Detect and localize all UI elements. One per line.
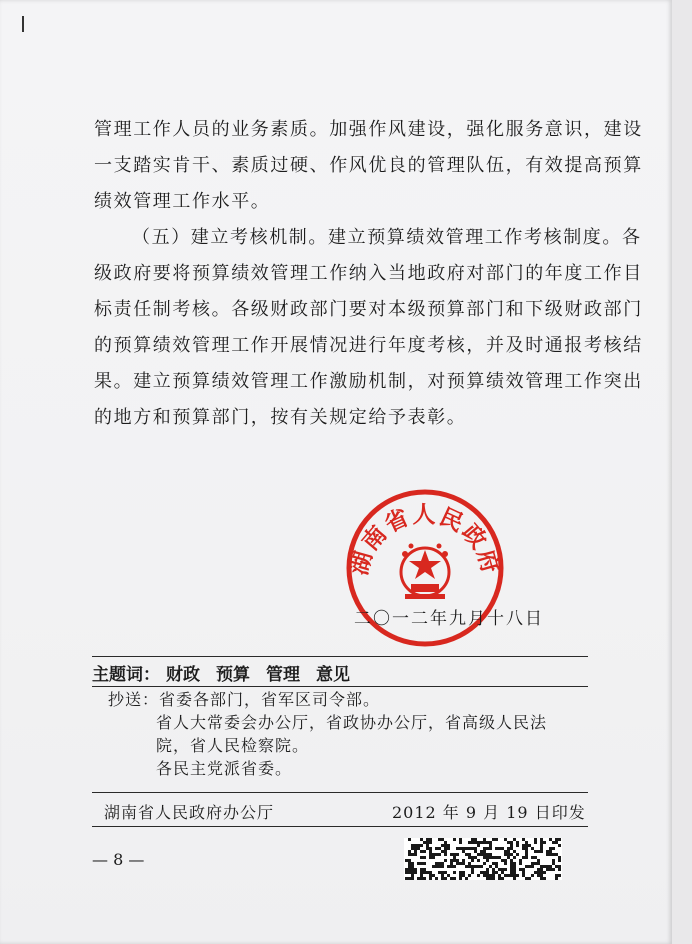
paragraph-line: 级政府要将预算绩效管理工作纳入当地政府对部门的年度工作目 (94, 263, 643, 284)
cc-line: 省人大常委会办公厅，省政协办公厅，省高级人民法 (156, 713, 548, 732)
paragraph-line: 一支踏实肯干、素质过硬、作风优良的管理队伍，有效提高预算 (94, 155, 643, 176)
issue-date: 2012 年 9 月 19 日印发 (392, 803, 586, 822)
cc-row (108, 688, 547, 711)
signing-date: 二〇一二年九月十八日 (354, 609, 544, 629)
paragraph-1 (94, 112, 643, 220)
cc-list (108, 688, 547, 780)
divider-bottom (92, 826, 588, 827)
subject-keywords (92, 660, 360, 685)
national-emblem-icon (401, 544, 449, 600)
paragraph-line: 绩效管理工作水平。 (94, 191, 271, 212)
paragraph-line: 的预算绩效管理工作开展情况进行年度考核，并及时通报考核结 (94, 335, 643, 356)
cc-line: 各民主党派省委。 (156, 759, 293, 778)
barcode-icon (404, 838, 562, 880)
divider-top (92, 656, 588, 657)
divider-subject (92, 686, 588, 687)
subject-keyword: 管理 (266, 665, 300, 685)
subject-keyword: 财政 (166, 665, 200, 685)
cc-label: 抄送： (108, 690, 160, 709)
subject-label: 主题词： (92, 665, 160, 685)
cc-line: 省委各部门，省军区司令部。 (159, 690, 381, 709)
subject-keyword: 预算 (216, 665, 250, 685)
cc-line: 院，省人民检察院。 (156, 736, 310, 755)
page-number: — 8 — (92, 850, 145, 869)
paragraph-2 (94, 220, 643, 436)
paragraph-line: （五）建立考核机制。建立预算绩效管理工作考核制度。各 (132, 227, 642, 248)
subject-keyword: 意见 (316, 665, 350, 685)
paragraph-line: 的地方和预算部门，按有关规定给予表彰。 (94, 407, 467, 428)
paragraph-line: 果。建立预算绩效管理工作激励机制，对预算绩效管理工作突出 (94, 371, 643, 392)
paragraph-line: 标责任制考核。各级财政部门要对本级预算部门和下级财政部门 (94, 299, 643, 320)
issuing-office: 湖南省人民政府办公厅 (104, 803, 275, 822)
seal-text: 湖南省人民政府 (346, 502, 504, 578)
paragraph-line: 管理工作人员的业务素质。加强作风建设，强化服务意识，建设 (94, 119, 643, 140)
divider-cc (92, 792, 588, 793)
edge-mark (22, 16, 24, 32)
